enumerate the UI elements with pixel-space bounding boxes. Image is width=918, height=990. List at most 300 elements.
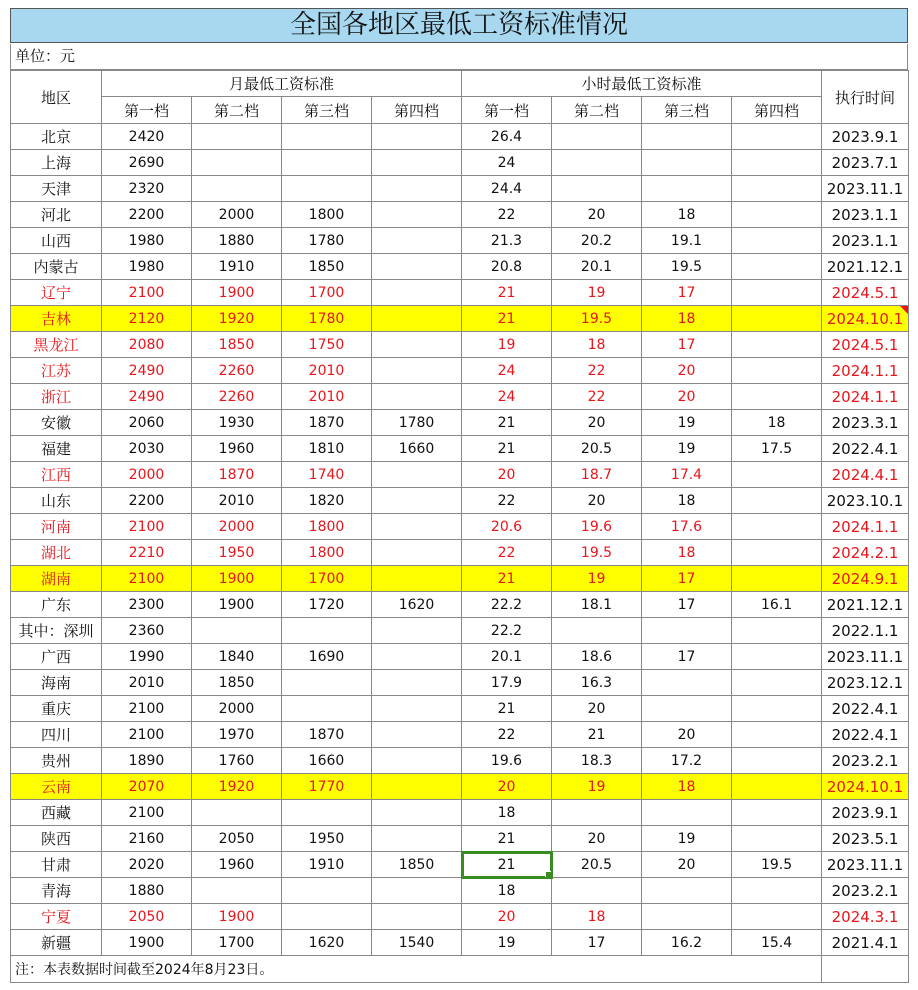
hourly-tier-1-cell[interactable]: 20 xyxy=(462,462,552,488)
hourly-tier-2-cell[interactable]: 20.5 xyxy=(552,852,642,878)
hourly-tier-4-cell[interactable] xyxy=(732,332,822,358)
monthly-tier-1-cell[interactable]: 2100 xyxy=(102,800,192,826)
monthly-tier-2-cell[interactable]: 1930 xyxy=(192,410,282,436)
hourly-tier-3-cell[interactable]: 17 xyxy=(642,332,732,358)
monthly-tier-3-cell[interactable]: 1800 xyxy=(282,202,372,228)
monthly-tier-1-cell[interactable]: 2690 xyxy=(102,150,192,176)
monthly-tier-3-cell[interactable] xyxy=(282,176,372,202)
hourly-tier-2-cell[interactable]: 21 xyxy=(552,722,642,748)
date-cell[interactable]: 2023.9.1 xyxy=(822,800,909,826)
hourly-tier-1-cell[interactable]: 24 xyxy=(462,358,552,384)
region-cell[interactable]: 辽宁 xyxy=(11,280,102,306)
hourly-tier-1-cell[interactable]: 22 xyxy=(462,540,552,566)
hourly-tier-4-cell[interactable] xyxy=(732,774,822,800)
hourly-tier-2-cell[interactable]: 20 xyxy=(552,826,642,852)
monthly-tier-4-cell[interactable] xyxy=(372,644,462,670)
monthly-tier-1-cell[interactable]: 2200 xyxy=(102,202,192,228)
header-monthly[interactable]: 月最低工资标准 xyxy=(102,71,462,97)
hourly-tier-3-cell[interactable]: 17 xyxy=(642,280,732,306)
hourly-tier-3-cell[interactable]: 17.6 xyxy=(642,514,732,540)
hourly-tier-2-cell[interactable]: 20.1 xyxy=(552,254,642,280)
monthly-tier-1-cell[interactable]: 2100 xyxy=(102,696,192,722)
hourly-tier-1-cell[interactable]: 22 xyxy=(462,202,552,228)
hourly-tier-2-cell[interactable]: 19.5 xyxy=(552,306,642,332)
date-cell[interactable]: 2024.5.1 xyxy=(822,332,909,358)
hourly-tier-4-cell[interactable] xyxy=(732,202,822,228)
region-cell[interactable]: 山东 xyxy=(11,488,102,514)
monthly-tier-4-cell[interactable] xyxy=(372,800,462,826)
hourly-tier-3-cell[interactable]: 17.2 xyxy=(642,748,732,774)
hourly-tier-2-cell[interactable]: 19.5 xyxy=(552,540,642,566)
monthly-tier-3-cell[interactable]: 1750 xyxy=(282,332,372,358)
region-cell[interactable]: 青海 xyxy=(11,878,102,904)
hourly-tier-4-cell[interactable] xyxy=(732,748,822,774)
date-cell[interactable]: 2023.11.1 xyxy=(822,176,909,202)
monthly-tier-1-cell[interactable]: 2020 xyxy=(102,852,192,878)
monthly-tier-3-cell[interactable]: 1660 xyxy=(282,748,372,774)
monthly-tier-1-cell[interactable]: 2320 xyxy=(102,176,192,202)
monthly-tier-2-cell[interactable] xyxy=(192,150,282,176)
monthly-tier-2-cell[interactable]: 1760 xyxy=(192,748,282,774)
region-cell[interactable]: 内蒙古 xyxy=(11,254,102,280)
monthly-tier-1-cell[interactable]: 2120 xyxy=(102,306,192,332)
region-cell[interactable]: 广东 xyxy=(11,592,102,618)
hourly-tier-2-cell[interactable] xyxy=(552,618,642,644)
hourly-tier-2-cell[interactable]: 18 xyxy=(552,332,642,358)
hourly-tier-1-cell[interactable]: 21 xyxy=(462,696,552,722)
monthly-tier-2-cell[interactable]: 2260 xyxy=(192,384,282,410)
hourly-tier-1-cell[interactable]: 21 xyxy=(462,436,552,462)
hourly-tier-3-cell[interactable]: 16.2 xyxy=(642,930,732,956)
monthly-tier-4-cell[interactable] xyxy=(372,722,462,748)
monthly-tier-4-cell[interactable] xyxy=(372,254,462,280)
hourly-tier-3-cell[interactable] xyxy=(642,670,732,696)
monthly-tier-2-cell[interactable] xyxy=(192,618,282,644)
date-cell[interactable] xyxy=(822,306,909,332)
hourly-tier-2-cell[interactable]: 16.3 xyxy=(552,670,642,696)
monthly-tier-2-cell[interactable]: 1900 xyxy=(192,280,282,306)
monthly-tier-2-cell[interactable]: 2010 xyxy=(192,488,282,514)
monthly-tier-3-cell[interactable]: 1780 xyxy=(282,228,372,254)
hourly-tier-3-cell[interactable]: 17 xyxy=(642,592,732,618)
monthly-tier-3-cell[interactable] xyxy=(282,670,372,696)
monthly-tier-2-cell[interactable]: 1880 xyxy=(192,228,282,254)
monthly-tier-1-cell[interactable]: 2490 xyxy=(102,358,192,384)
hourly-tier-4-cell[interactable]: 17.5 xyxy=(732,436,822,462)
hourly-tier-2-cell[interactable]: 20 xyxy=(552,488,642,514)
monthly-tier-3-cell[interactable] xyxy=(282,618,372,644)
region-cell[interactable]: 北京 xyxy=(11,124,102,150)
hourly-tier-2-cell[interactable]: 20 xyxy=(552,696,642,722)
monthly-tier-1-cell[interactable]: 2300 xyxy=(102,592,192,618)
hourly-tier-3-cell[interactable]: 18 xyxy=(642,202,732,228)
monthly-tier-4-cell[interactable] xyxy=(372,202,462,228)
hourly-tier-3-cell[interactable]: 20 xyxy=(642,722,732,748)
date-cell[interactable]: 2024.1.1 xyxy=(822,384,909,410)
region-cell[interactable]: 山西 xyxy=(11,228,102,254)
monthly-tier-3-cell[interactable]: 1870 xyxy=(282,722,372,748)
monthly-tier-2-cell[interactable]: 1900 xyxy=(192,904,282,930)
hourly-tier-3-cell[interactable]: 18 xyxy=(642,306,732,332)
monthly-tier-2-cell[interactable]: 1840 xyxy=(192,644,282,670)
hourly-tier-4-cell[interactable] xyxy=(732,696,822,722)
monthly-tier-1-cell[interactable]: 2490 xyxy=(102,384,192,410)
hourly-tier-1-cell[interactable]: 17.9 xyxy=(462,670,552,696)
date-cell[interactable]: 2024.1.1 xyxy=(822,514,909,540)
hourly-tier-4-cell[interactable] xyxy=(732,254,822,280)
monthly-tier-1-cell[interactable]: 2030 xyxy=(102,436,192,462)
monthly-tier-4-cell[interactable] xyxy=(372,774,462,800)
region-cell[interactable]: 河北 xyxy=(11,202,102,228)
hourly-tier-1-cell[interactable]: 20 xyxy=(462,904,552,930)
header-hourly-tier-2[interactable]: 第二档 xyxy=(552,97,642,124)
monthly-tier-3-cell[interactable] xyxy=(282,696,372,722)
hourly-tier-3-cell[interactable]: 19 xyxy=(642,826,732,852)
monthly-tier-4-cell[interactable] xyxy=(372,696,462,722)
date-cell[interactable]: 2023.2.1 xyxy=(822,748,909,774)
date-cell[interactable]: 2022.1.1 xyxy=(822,618,909,644)
monthly-tier-3-cell[interactable] xyxy=(282,904,372,930)
hourly-tier-1-cell[interactable]: 20 xyxy=(462,774,552,800)
monthly-tier-1-cell[interactable]: 2070 xyxy=(102,774,192,800)
hourly-tier-4-cell[interactable] xyxy=(732,670,822,696)
monthly-tier-1-cell[interactable]: 2000 xyxy=(102,462,192,488)
hourly-tier-3-cell[interactable] xyxy=(642,124,732,150)
monthly-tier-3-cell[interactable]: 1690 xyxy=(282,644,372,670)
hourly-tier-4-cell[interactable] xyxy=(732,800,822,826)
hourly-tier-3-cell[interactable]: 19.5 xyxy=(642,254,732,280)
hourly-tier-2-cell[interactable]: 18.7 xyxy=(552,462,642,488)
hourly-tier-2-cell[interactable]: 19 xyxy=(552,566,642,592)
date-cell[interactable]: 2023.5.1 xyxy=(822,826,909,852)
monthly-tier-3-cell[interactable]: 1620 xyxy=(282,930,372,956)
header-hourly-tier-1[interactable]: 第一档 xyxy=(462,97,552,124)
monthly-tier-4-cell[interactable] xyxy=(372,748,462,774)
date-cell[interactable]: 2024.2.1 xyxy=(822,540,909,566)
monthly-tier-2-cell[interactable]: 1920 xyxy=(192,306,282,332)
date-cell[interactable]: 2024.1.1 xyxy=(822,358,909,384)
monthly-tier-3-cell[interactable]: 1770 xyxy=(282,774,372,800)
header-region[interactable]: 地区 xyxy=(11,71,102,124)
monthly-tier-3-cell[interactable]: 1910 xyxy=(282,852,372,878)
monthly-tier-2-cell[interactable]: 1960 xyxy=(192,852,282,878)
region-cell[interactable]: 黑龙江 xyxy=(11,332,102,358)
monthly-tier-2-cell[interactable]: 2000 xyxy=(192,514,282,540)
hourly-tier-1-cell[interactable]: 22 xyxy=(462,488,552,514)
hourly-tier-4-cell[interactable] xyxy=(732,722,822,748)
hourly-tier-4-cell[interactable] xyxy=(732,540,822,566)
hourly-tier-1-cell[interactable]: 21.3 xyxy=(462,228,552,254)
monthly-tier-2-cell[interactable] xyxy=(192,124,282,150)
monthly-tier-3-cell[interactable]: 1700 xyxy=(282,280,372,306)
date-cell[interactable]: 2024.10.1 xyxy=(822,774,909,800)
date-cell[interactable]: 2022.4.1 xyxy=(822,436,909,462)
monthly-tier-1-cell[interactable]: 2080 xyxy=(102,332,192,358)
monthly-tier-2-cell[interactable]: 1950 xyxy=(192,540,282,566)
date-cell[interactable]: 2023.3.1 xyxy=(822,410,909,436)
hourly-tier-4-cell[interactable]: 16.1 xyxy=(732,592,822,618)
monthly-tier-3-cell[interactable] xyxy=(282,800,372,826)
hourly-tier-4-cell[interactable] xyxy=(732,124,822,150)
monthly-tier-2-cell[interactable]: 1700 xyxy=(192,930,282,956)
monthly-tier-4-cell[interactable]: 1780 xyxy=(372,410,462,436)
region-cell[interactable]: 上海 xyxy=(11,150,102,176)
selected-cell[interactable] xyxy=(462,852,552,878)
region-cell[interactable]: 西藏 xyxy=(11,800,102,826)
monthly-tier-2-cell[interactable] xyxy=(192,800,282,826)
hourly-tier-3-cell[interactable] xyxy=(642,904,732,930)
monthly-tier-4-cell[interactable] xyxy=(372,332,462,358)
hourly-tier-4-cell[interactable] xyxy=(732,566,822,592)
date-cell[interactable]: 2023.7.1 xyxy=(822,150,909,176)
monthly-tier-3-cell[interactable] xyxy=(282,878,372,904)
hourly-tier-3-cell[interactable]: 20 xyxy=(642,358,732,384)
hourly-tier-3-cell[interactable]: 17.4 xyxy=(642,462,732,488)
monthly-tier-1-cell[interactable]: 2200 xyxy=(102,488,192,514)
hourly-tier-4-cell[interactable] xyxy=(732,462,822,488)
monthly-tier-3-cell[interactable]: 1850 xyxy=(282,254,372,280)
region-cell[interactable]: 其中：深圳 xyxy=(11,618,102,644)
monthly-tier-4-cell[interactable] xyxy=(372,670,462,696)
monthly-tier-4-cell[interactable]: 1540 xyxy=(372,930,462,956)
hourly-tier-2-cell[interactable]: 22 xyxy=(552,384,642,410)
hourly-tier-1-cell[interactable]: 24 xyxy=(462,384,552,410)
monthly-tier-4-cell[interactable] xyxy=(372,150,462,176)
monthly-tier-2-cell[interactable]: 1900 xyxy=(192,566,282,592)
hourly-tier-2-cell[interactable]: 18 xyxy=(552,904,642,930)
date-cell[interactable]: 2023.1.1 xyxy=(822,202,909,228)
monthly-tier-3-cell[interactable]: 2010 xyxy=(282,384,372,410)
header-hourly-tier-3[interactable]: 第三档 xyxy=(642,97,732,124)
monthly-tier-1-cell[interactable]: 2100 xyxy=(102,514,192,540)
hourly-tier-4-cell[interactable] xyxy=(732,826,822,852)
monthly-tier-3-cell[interactable]: 1720 xyxy=(282,592,372,618)
monthly-tier-4-cell[interactable] xyxy=(372,280,462,306)
date-cell[interactable]: 2022.4.1 xyxy=(822,696,909,722)
monthly-tier-4-cell[interactable]: 1850 xyxy=(372,852,462,878)
monthly-tier-3-cell[interactable]: 1700 xyxy=(282,566,372,592)
monthly-tier-3-cell[interactable]: 2010 xyxy=(282,358,372,384)
hourly-tier-4-cell[interactable] xyxy=(732,228,822,254)
hourly-tier-4-cell[interactable] xyxy=(732,618,822,644)
region-cell[interactable]: 四川 xyxy=(11,722,102,748)
fill-handle[interactable] xyxy=(545,871,552,878)
monthly-tier-1-cell[interactable]: 1890 xyxy=(102,748,192,774)
hourly-tier-1-cell[interactable]: 21 xyxy=(462,280,552,306)
hourly-tier-3-cell[interactable] xyxy=(642,150,732,176)
monthly-tier-4-cell[interactable] xyxy=(372,306,462,332)
hourly-tier-1-cell[interactable]: 21 xyxy=(462,306,552,332)
date-cell[interactable]: 2023.1.1 xyxy=(822,228,909,254)
monthly-tier-1-cell[interactable]: 2160 xyxy=(102,826,192,852)
date-cell[interactable]: 2024.9.1 xyxy=(822,566,909,592)
monthly-tier-4-cell[interactable] xyxy=(372,904,462,930)
hourly-tier-3-cell[interactable]: 18 xyxy=(642,540,732,566)
hourly-tier-2-cell[interactable]: 19 xyxy=(552,774,642,800)
comment-indicator-icon[interactable] xyxy=(900,306,908,314)
hourly-tier-4-cell[interactable] xyxy=(732,878,822,904)
hourly-tier-4-cell[interactable] xyxy=(732,280,822,306)
hourly-tier-3-cell[interactable]: 20 xyxy=(642,384,732,410)
hourly-tier-1-cell[interactable]: 22.2 xyxy=(462,618,552,644)
hourly-tier-2-cell[interactable] xyxy=(552,878,642,904)
monthly-tier-4-cell[interactable] xyxy=(372,124,462,150)
monthly-tier-3-cell[interactable]: 1820 xyxy=(282,488,372,514)
date-cell[interactable]: 2024.3.1 xyxy=(822,904,909,930)
hourly-tier-3-cell[interactable] xyxy=(642,696,732,722)
monthly-tier-1-cell[interactable]: 1880 xyxy=(102,878,192,904)
monthly-tier-2-cell[interactable]: 1910 xyxy=(192,254,282,280)
region-cell[interactable]: 贵州 xyxy=(11,748,102,774)
monthly-tier-1-cell[interactable]: 2050 xyxy=(102,904,192,930)
monthly-tier-1-cell[interactable]: 1980 xyxy=(102,228,192,254)
hourly-tier-1-cell[interactable]: 24.4 xyxy=(462,176,552,202)
hourly-tier-4-cell[interactable] xyxy=(732,488,822,514)
hourly-tier-2-cell[interactable]: 20.5 xyxy=(552,436,642,462)
hourly-tier-3-cell[interactable]: 18 xyxy=(642,774,732,800)
hourly-tier-4-cell[interactable]: 19.5 xyxy=(732,852,822,878)
hourly-tier-1-cell[interactable]: 21 xyxy=(462,826,552,852)
hourly-tier-2-cell[interactable]: 20.2 xyxy=(552,228,642,254)
monthly-tier-1-cell[interactable]: 2210 xyxy=(102,540,192,566)
region-cell[interactable]: 宁夏 xyxy=(11,904,102,930)
date-cell[interactable]: 2023.2.1 xyxy=(822,878,909,904)
monthly-tier-4-cell[interactable] xyxy=(372,878,462,904)
date-cell[interactable]: 2021.12.1 xyxy=(822,592,909,618)
region-cell[interactable]: 天津 xyxy=(11,176,102,202)
monthly-tier-3-cell[interactable]: 1950 xyxy=(282,826,372,852)
hourly-tier-2-cell[interactable]: 17 xyxy=(552,930,642,956)
hourly-tier-2-cell[interactable]: 18.6 xyxy=(552,644,642,670)
hourly-tier-1-cell[interactable]: 19.6 xyxy=(462,748,552,774)
monthly-tier-4-cell[interactable]: 1660 xyxy=(372,436,462,462)
hourly-tier-1-cell[interactable]: 20.1 xyxy=(462,644,552,670)
date-cell[interactable]: 2024.4.1 xyxy=(822,462,909,488)
hourly-tier-3-cell[interactable]: 20 xyxy=(642,852,732,878)
monthly-tier-2-cell[interactable]: 1850 xyxy=(192,332,282,358)
hourly-tier-1-cell[interactable]: 21 xyxy=(462,566,552,592)
footnote[interactable]: 注：本表数据时间截至2024年8月23日。 xyxy=(11,956,822,983)
monthly-tier-3-cell[interactable]: 1800 xyxy=(282,514,372,540)
hourly-tier-2-cell[interactable]: 20 xyxy=(552,410,642,436)
monthly-tier-4-cell[interactable] xyxy=(372,514,462,540)
hourly-tier-2-cell[interactable] xyxy=(552,150,642,176)
monthly-tier-4-cell[interactable] xyxy=(372,358,462,384)
monthly-tier-3-cell[interactable] xyxy=(282,150,372,176)
region-cell[interactable]: 新疆 xyxy=(11,930,102,956)
hourly-tier-3-cell[interactable] xyxy=(642,176,732,202)
monthly-tier-4-cell[interactable] xyxy=(372,488,462,514)
monthly-tier-2-cell[interactable] xyxy=(192,176,282,202)
hourly-tier-2-cell[interactable] xyxy=(552,176,642,202)
hourly-tier-2-cell[interactable] xyxy=(552,800,642,826)
date-cell[interactable]: 2023.11.1 xyxy=(822,644,909,670)
hourly-tier-3-cell[interactable]: 17 xyxy=(642,566,732,592)
monthly-tier-4-cell[interactable] xyxy=(372,618,462,644)
hourly-tier-3-cell[interactable]: 17 xyxy=(642,644,732,670)
hourly-tier-4-cell[interactable] xyxy=(732,384,822,410)
hourly-tier-4-cell[interactable] xyxy=(732,306,822,332)
date-cell[interactable]: 2021.12.1 xyxy=(822,254,909,280)
date-cell[interactable]: 2023.10.1 xyxy=(822,488,909,514)
monthly-tier-1-cell[interactable]: 2360 xyxy=(102,618,192,644)
monthly-tier-1-cell[interactable]: 2060 xyxy=(102,410,192,436)
date-cell[interactable]: 2023.11.1 xyxy=(822,852,909,878)
hourly-tier-4-cell[interactable] xyxy=(732,514,822,540)
monthly-tier-1-cell[interactable]: 2420 xyxy=(102,124,192,150)
region-cell[interactable]: 甘肃 xyxy=(11,852,102,878)
date-cell[interactable]: 2021.4.1 xyxy=(822,930,909,956)
header-monthly-tier-1[interactable]: 第一档 xyxy=(102,97,192,124)
monthly-tier-1-cell[interactable]: 2100 xyxy=(102,566,192,592)
hourly-tier-1-cell[interactable]: 24 xyxy=(462,150,552,176)
date-cell[interactable]: 2024.5.1 xyxy=(822,280,909,306)
monthly-tier-2-cell[interactable]: 1850 xyxy=(192,670,282,696)
region-cell[interactable]: 江西 xyxy=(11,462,102,488)
region-cell[interactable]: 重庆 xyxy=(11,696,102,722)
hourly-tier-4-cell[interactable]: 18 xyxy=(732,410,822,436)
hourly-tier-3-cell[interactable] xyxy=(642,618,732,644)
header-hourly[interactable]: 小时最低工资标准 xyxy=(462,71,822,97)
hourly-tier-1-cell[interactable]: 20.8 xyxy=(462,254,552,280)
region-cell[interactable]: 福建 xyxy=(11,436,102,462)
hourly-tier-1-cell[interactable]: 21 xyxy=(462,410,552,436)
monthly-tier-1-cell[interactable]: 2100 xyxy=(102,280,192,306)
monthly-tier-4-cell[interactable] xyxy=(372,566,462,592)
monthly-tier-2-cell[interactable] xyxy=(192,878,282,904)
region-cell[interactable]: 浙江 xyxy=(11,384,102,410)
region-cell[interactable]: 湖南 xyxy=(11,566,102,592)
date-cell[interactable]: 2022.4.1 xyxy=(822,722,909,748)
hourly-tier-3-cell[interactable] xyxy=(642,800,732,826)
hourly-tier-1-cell[interactable]: 22 xyxy=(462,722,552,748)
region-cell[interactable]: 湖北 xyxy=(11,540,102,566)
monthly-tier-3-cell[interactable]: 1870 xyxy=(282,410,372,436)
hourly-tier-3-cell[interactable]: 19 xyxy=(642,436,732,462)
monthly-tier-4-cell[interactable] xyxy=(372,826,462,852)
hourly-tier-2-cell[interactable] xyxy=(552,124,642,150)
hourly-tier-3-cell[interactable]: 18 xyxy=(642,488,732,514)
monthly-tier-4-cell[interactable] xyxy=(372,228,462,254)
hourly-tier-1-cell[interactable]: 22.2 xyxy=(462,592,552,618)
monthly-tier-1-cell[interactable]: 1900 xyxy=(102,930,192,956)
monthly-tier-3-cell[interactable]: 1780 xyxy=(282,306,372,332)
monthly-tier-3-cell[interactable]: 1800 xyxy=(282,540,372,566)
hourly-tier-1-cell[interactable]: 18 xyxy=(462,800,552,826)
monthly-tier-1-cell[interactable]: 2100 xyxy=(102,722,192,748)
header-monthly-tier-3[interactable]: 第三档 xyxy=(282,97,372,124)
hourly-tier-1-cell[interactable]: 19 xyxy=(462,930,552,956)
hourly-tier-2-cell[interactable]: 19 xyxy=(552,280,642,306)
hourly-tier-2-cell[interactable]: 19.6 xyxy=(552,514,642,540)
hourly-tier-2-cell[interactable]: 20 xyxy=(552,202,642,228)
monthly-tier-2-cell[interactable]: 1870 xyxy=(192,462,282,488)
header-monthly-tier-2[interactable]: 第二档 xyxy=(192,97,282,124)
hourly-tier-4-cell[interactable] xyxy=(732,358,822,384)
monthly-tier-3-cell[interactable]: 1740 xyxy=(282,462,372,488)
monthly-tier-1-cell[interactable]: 1980 xyxy=(102,254,192,280)
region-cell[interactable]: 广西 xyxy=(11,644,102,670)
hourly-tier-1-cell[interactable]: 18 xyxy=(462,878,552,904)
hourly-tier-3-cell[interactable]: 19 xyxy=(642,410,732,436)
date-cell[interactable]: 2023.12.1 xyxy=(822,670,909,696)
region-cell[interactable]: 河南 xyxy=(11,514,102,540)
hourly-tier-4-cell[interactable] xyxy=(732,904,822,930)
monthly-tier-4-cell[interactable] xyxy=(372,176,462,202)
region-cell[interactable]: 陕西 xyxy=(11,826,102,852)
hourly-tier-2-cell[interactable]: 18.1 xyxy=(552,592,642,618)
hourly-tier-4-cell[interactable] xyxy=(732,644,822,670)
